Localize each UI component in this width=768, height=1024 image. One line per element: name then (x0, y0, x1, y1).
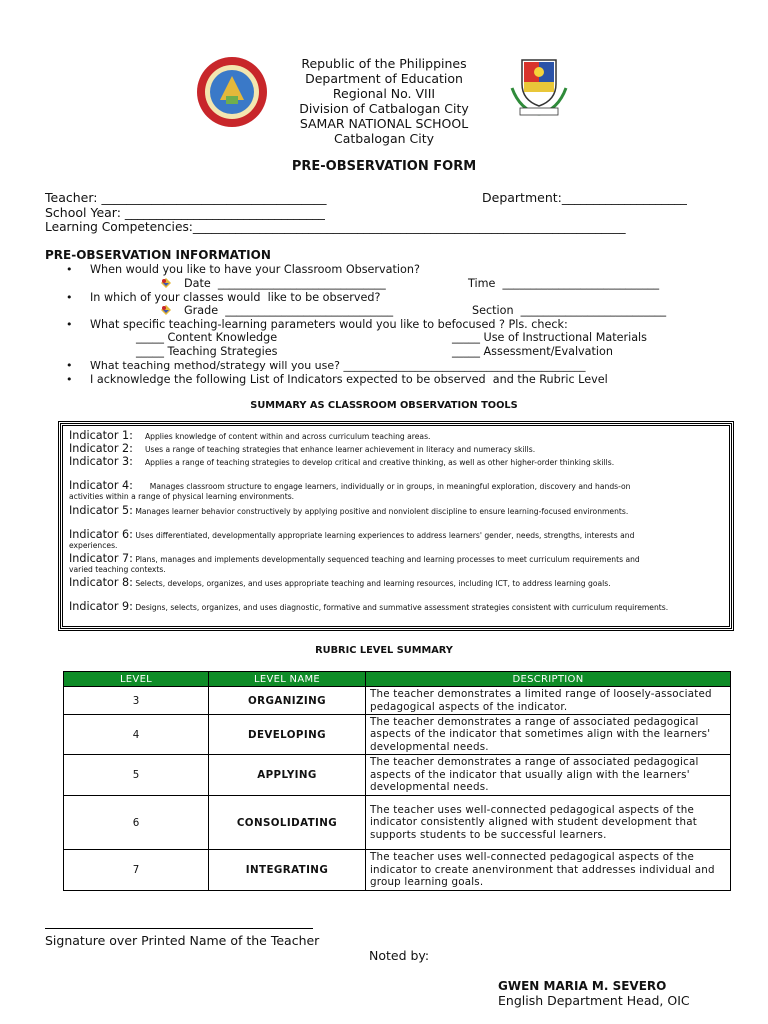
option-content-knowledge[interactable]: _____ Content Knowledge (136, 331, 278, 344)
rubric-header-name: LEVEL NAME (209, 672, 366, 687)
question-parameters: What specific teaching-learning parameters would you like to befocused ? Pls. check: (90, 318, 568, 331)
rubric-level: 6 (64, 796, 209, 850)
indicator-text: Selects, develops, organizes, and uses appropriate teaching and learning resources, including ICT, to address learning goals. (135, 579, 611, 588)
table-row (64, 796, 731, 850)
rubric-level-name: APPLYING (209, 755, 366, 796)
indicator-text: Applies knowledge of content within and across curriculum teaching areas. (144, 432, 431, 441)
checkbox-icon (160, 277, 172, 289)
school-year-field[interactable]: School Year: ________________________________ (45, 205, 325, 220)
indicator-label: Indicator 7: (69, 552, 133, 565)
form-title: PRE-OBSERVATION FORM (291, 159, 477, 174)
rubric-description: The teacher uses well-connected pedagogical aspects of the indicator to create anenvironment that addresses individual and group learning goals. (366, 850, 731, 891)
indicator-label: Indicator 2: (69, 442, 133, 455)
question-observation-date: When would you like to have your Classroom Observation? (90, 263, 420, 276)
indicator-label: Indicator 6: (69, 528, 133, 541)
bullet-icon: • (66, 318, 73, 331)
rubric-level-name: INTEGRATING (209, 850, 366, 891)
indicator-item (69, 431, 669, 442)
header-school: SAMAR NATIONAL SCHOOL (299, 116, 469, 131)
rubric-level-name: DEVELOPING (209, 715, 366, 755)
signature-line[interactable] (45, 928, 313, 929)
indicator-item (69, 578, 649, 589)
option-teaching-strategies[interactable]: _____ Teaching Strategies (136, 345, 278, 358)
rubric-title: RUBRIC LEVEL SUMMARY (315, 645, 453, 656)
indicator-label: Indicator 3: (69, 455, 133, 468)
department-field[interactable]: Department:____________________ (482, 190, 687, 205)
indicator-text: Uses differentiated, developmentally appropriate learning experiences to address learners' gender, needs, strengths, interests and experiences. (69, 531, 635, 550)
indicator-item (69, 506, 659, 517)
question-class: In which of your classes would like to be observed? (90, 291, 381, 304)
indicators-box (60, 423, 732, 629)
indicator-item (69, 444, 669, 455)
rubric-header-level: LEVEL (64, 672, 209, 687)
header-department: Department of Education (305, 71, 463, 86)
teacher-field[interactable]: Teacher: ____________________________________ (45, 190, 327, 205)
head-title: English Department Head, OIC (498, 993, 690, 1008)
indicator-text: Uses a range of teaching strategies that enhance learner achievement in literacy and numeracy skills. (144, 445, 536, 454)
indicator-label: Indicator 1: (69, 429, 133, 442)
summary-title: SUMMARY AS CLASSROOM OBSERVATION TOOLS (250, 400, 518, 411)
table-row (64, 687, 731, 715)
noted-by-label: Noted by: (369, 948, 430, 963)
indicator-text: Plans, manages and implements developmentally sequenced teaching and learning processes to meet curriculum requirements and varied teaching contexts. (69, 555, 640, 574)
header-city: Catbalogan City (334, 131, 434, 146)
bullet-icon: • (66, 291, 73, 304)
indicator-item (69, 457, 659, 468)
rubric-header-row (64, 672, 731, 687)
indicator-label: Indicator 8: (69, 576, 133, 589)
option-assessment[interactable]: _____ Assessment/Evalvation (452, 345, 613, 358)
date-field[interactable]: Date ______________________________ (184, 277, 386, 290)
rubric-description: The teacher uses well-connected pedagogical aspects of the indicator consistently aligned with student development that supports students to be successful learners. (366, 796, 731, 850)
acknowledge-statement: I acknowledge the following List of Indicators expected to be observed and the Rubric Level (90, 373, 608, 386)
bullet-icon: • (66, 263, 73, 276)
table-row (64, 850, 731, 891)
rubric-level: 5 (64, 755, 209, 796)
table-row (64, 715, 731, 755)
indicator-label: Indicator 9: (69, 600, 133, 613)
indicator-text: Manages classroom structure to engage learners, individually or in groups, in meaningful exploration, discovery and hands-on activities within a range of physical learning environments. (69, 482, 631, 501)
head-name: GWEN MARIA M. SEVERO (498, 979, 667, 993)
rubric-level-name: ORGANIZING (209, 687, 366, 715)
signature-label: Signature over Printed Name of the Teacher (45, 933, 320, 948)
competencies-field[interactable]: Learning Competencies:_______________________________________________________________________ (45, 220, 626, 234)
indicator-text: Designs, selects, organizes, and uses diagnostic, formative and summative assessment strategies consistent with curriculum requirements. (135, 603, 669, 612)
grade-field[interactable]: Grade ______________________________ (184, 304, 394, 317)
header-republic: Republic of the Philippines (301, 56, 467, 71)
header-region: Regional No. VIII (332, 86, 436, 101)
rubric-level: 3 (64, 687, 209, 715)
section-field[interactable]: Section __________________________ (472, 304, 667, 317)
indicator-label: Indicator 5: (69, 504, 133, 517)
indicator-label: Indicator 4: (69, 479, 133, 492)
rubric-level-name: CONSOLIDATING (209, 796, 366, 850)
indicator-item (69, 602, 669, 613)
question-method[interactable]: What teaching method/strategy will you use? ____________________________________________ (90, 359, 586, 372)
rubric-description: The teacher demonstrates a range of associated pedagogical aspects of the indicator that sometimes align with the learners' developmental needs. (366, 715, 731, 755)
bullet-icon: • (66, 373, 73, 386)
option-instructional-materials[interactable]: _____ Use of Instructional Materials (452, 331, 647, 344)
indicator-item (69, 481, 659, 502)
table-row (64, 755, 731, 796)
indicator-text: Manages learner behavior constructively by applying positive and nonviolent discipline to ensure learning-focused environments. (135, 507, 629, 516)
rubric-level: 7 (64, 850, 209, 891)
bullet-icon: • (66, 359, 73, 372)
rubric-table (63, 671, 731, 891)
indicator-item (69, 530, 659, 551)
rubric-description: The teacher demonstrates a range of associated pedagogical aspects of the indicator that usually align with the learners' developmental needs. (366, 755, 731, 796)
rubric-description: The teacher demonstrates a limited range of loosely-associated pedagogical aspects of the indicator. (366, 687, 731, 715)
indicator-text: Applies a range of teaching strategies to develop critical and creative thinking, as well as other higher-order thinking skills. (144, 458, 615, 467)
indicator-item (69, 554, 659, 575)
rubric-level: 4 (64, 715, 209, 755)
checkbox-icon (160, 304, 172, 316)
pre-observation-title: PRE-OBSERVATION INFORMATION (45, 248, 271, 262)
time-field[interactable]: Time ____________________________ (468, 277, 660, 290)
rubric-header-description: DESCRIPTION (366, 672, 731, 687)
header-division: Division of Catbalogan City (299, 101, 469, 116)
